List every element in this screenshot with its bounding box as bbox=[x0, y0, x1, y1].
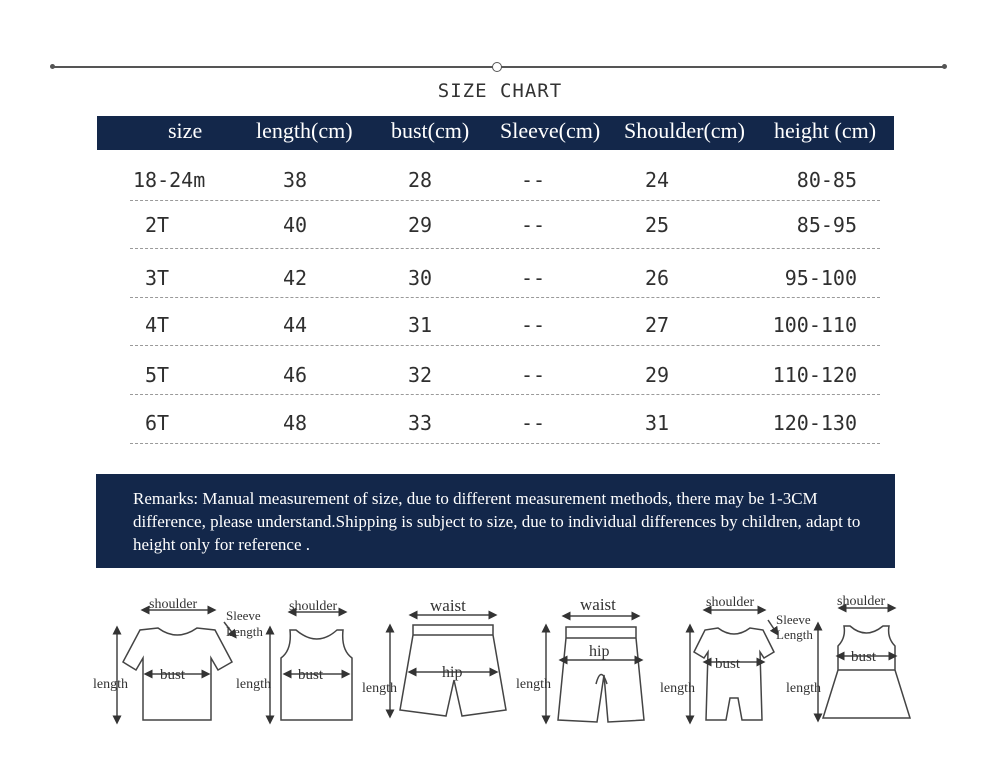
shorts-hip-label: hip bbox=[442, 664, 463, 681]
romper-bust-label: bust bbox=[715, 656, 741, 672]
cell-height: 100-110 bbox=[772, 313, 857, 337]
dress-bust-label: bust bbox=[851, 649, 877, 665]
romper-length-label: length bbox=[660, 681, 695, 696]
tshirt-diagram bbox=[117, 610, 234, 720]
page-title: SIZE CHART bbox=[437, 80, 563, 102]
cell-length: 44 bbox=[282, 313, 308, 337]
table-row-divider bbox=[130, 200, 880, 201]
column-header-length: length(cm) bbox=[256, 118, 353, 143]
column-header-size: size bbox=[168, 118, 203, 143]
cell-bust: 32 bbox=[407, 363, 433, 387]
pants-hip-label: hip bbox=[589, 643, 610, 660]
table-row-divider bbox=[130, 394, 880, 395]
cell-shoulder: 26 bbox=[644, 266, 670, 290]
cell-size: 2T bbox=[145, 213, 170, 237]
dress-shoulder-label: shoulder bbox=[837, 594, 886, 609]
cell-bust: 31 bbox=[407, 313, 433, 337]
cell-height: 85-95 bbox=[796, 213, 857, 237]
cell-sleeve: -- bbox=[520, 266, 546, 290]
cell-shoulder: 29 bbox=[644, 363, 670, 387]
cell-shoulder: 24 bbox=[644, 168, 670, 192]
dress-length-label: length bbox=[786, 681, 821, 696]
cell-length: 48 bbox=[282, 411, 308, 435]
cell-size: 3T bbox=[145, 266, 170, 290]
cell-height: 120-130 bbox=[772, 411, 857, 435]
pants-length-label: length bbox=[516, 677, 551, 692]
cell-bust: 30 bbox=[407, 266, 433, 290]
cell-size: 18-24m bbox=[133, 168, 206, 192]
tank-bust-label: bust bbox=[298, 667, 324, 683]
table-row-divider bbox=[130, 443, 880, 444]
column-header-shoulder: Shoulder(cm) bbox=[624, 118, 745, 143]
cell-bust: 28 bbox=[407, 168, 433, 192]
tshirt-bust-label: bust bbox=[160, 667, 186, 683]
cell-length: 38 bbox=[282, 168, 308, 192]
pants-waist-label: waist bbox=[580, 595, 616, 614]
romper-sleeve-label: Sleeve bbox=[776, 612, 811, 627]
tank-length-label: length bbox=[236, 677, 271, 692]
tank-shoulder-label: shoulder bbox=[289, 599, 338, 614]
tank-diagram bbox=[270, 612, 352, 720]
cell-sleeve: -- bbox=[520, 363, 546, 387]
tshirt-sleeve-length-label: Length bbox=[226, 624, 263, 639]
cell-size: 6T bbox=[145, 411, 170, 435]
cell-size: 5T bbox=[145, 363, 170, 387]
table-row-divider bbox=[130, 345, 880, 346]
cell-bust: 33 bbox=[407, 411, 433, 435]
cell-shoulder: 25 bbox=[644, 213, 670, 237]
cell-height: 95-100 bbox=[784, 266, 857, 290]
remarks-text: Remarks: Manual measurement of size, due to different measurement methods, there may be 1-3CM difference, please understand.Shipping is subject to size, due to individual differences by children, adapt to height only for reference . bbox=[133, 489, 861, 554]
cell-height: 110-120 bbox=[772, 363, 857, 387]
table-row-divider bbox=[130, 248, 880, 249]
cell-size: 4T bbox=[145, 313, 170, 337]
shorts-length-label: length bbox=[362, 681, 397, 696]
tshirt-length-label: length bbox=[93, 677, 128, 692]
divider-ornament bbox=[492, 62, 502, 72]
cell-height: 80-85 bbox=[796, 168, 857, 192]
cell-sleeve: -- bbox=[520, 313, 546, 337]
romper-shoulder-label: shoulder bbox=[706, 595, 755, 610]
tshirt-shoulder-label: shoulder bbox=[149, 597, 198, 612]
cell-sleeve: -- bbox=[520, 213, 546, 237]
column-header-height: height (cm) bbox=[774, 118, 877, 143]
cell-sleeve: -- bbox=[520, 168, 546, 192]
cell-shoulder: 27 bbox=[644, 313, 670, 337]
column-header-sleeve: Sleeve(cm) bbox=[500, 118, 601, 143]
cell-length: 46 bbox=[282, 363, 308, 387]
cell-sleeve: -- bbox=[520, 411, 546, 435]
tshirt-sleeve-label: Sleeve bbox=[226, 608, 261, 623]
cell-length: 40 bbox=[282, 213, 308, 237]
cell-length: 42 bbox=[282, 266, 308, 290]
romper-sleeve-length-label: Length bbox=[776, 627, 813, 642]
shorts-waist-label: waist bbox=[430, 596, 466, 615]
cell-bust: 29 bbox=[407, 213, 433, 237]
column-header-bust: bust(cm) bbox=[391, 118, 470, 143]
pants-diagram bbox=[546, 616, 644, 722]
measurement-diagrams bbox=[0, 580, 1000, 765]
table-row-divider bbox=[130, 297, 880, 298]
cell-shoulder: 31 bbox=[644, 411, 670, 435]
